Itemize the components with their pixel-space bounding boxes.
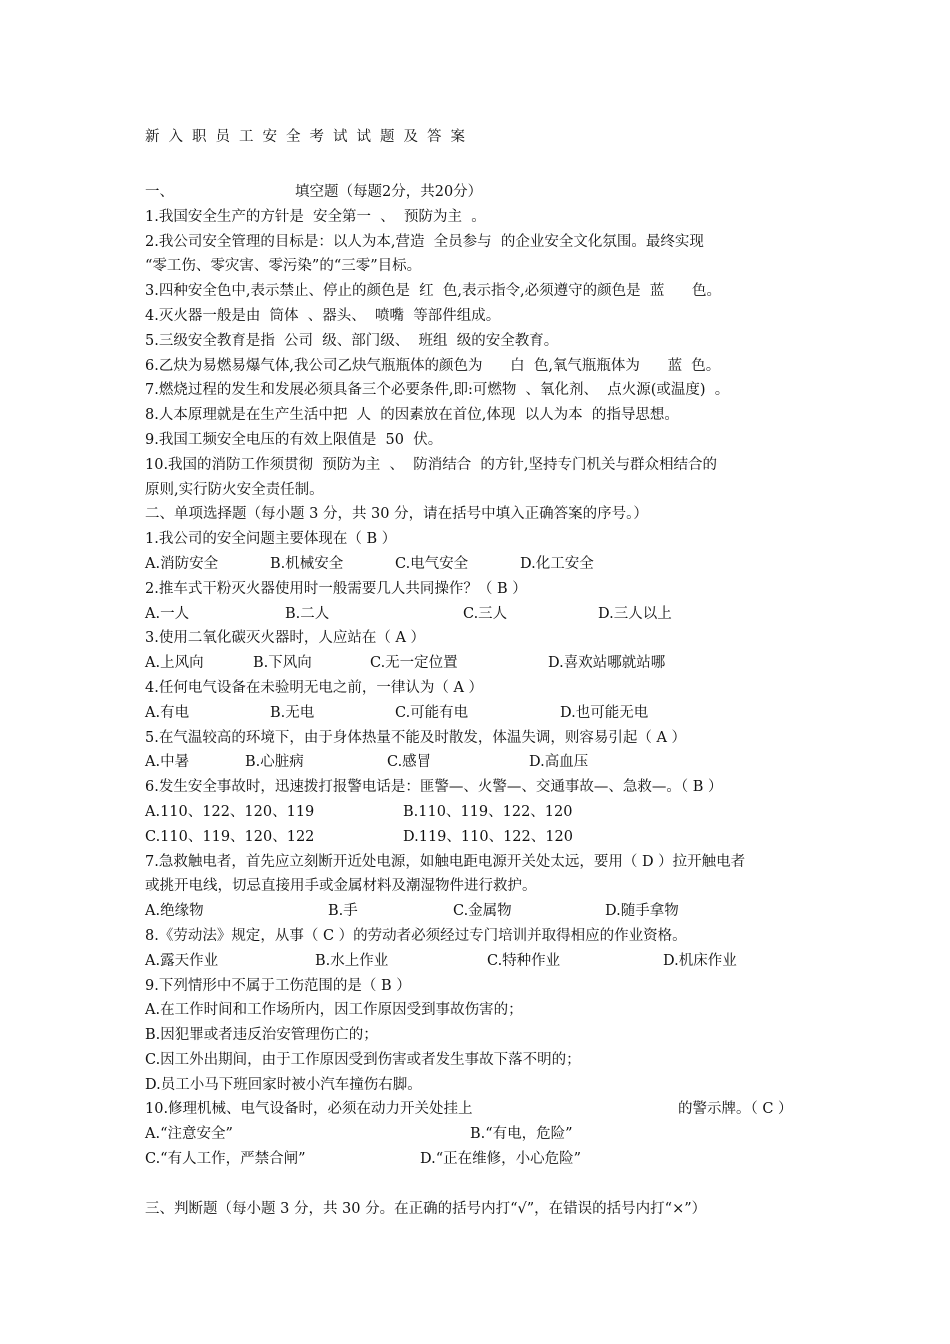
- section2-heading: 二、单项选择题（每小题 3 分，共 30 分，请在括号中填入正确答案的序号。）: [145, 506, 648, 523]
- document-title: 新入职员工安全考试试题及答案: [145, 129, 474, 145]
- option: B.下风向: [253, 655, 312, 672]
- q7-text-line1: 7.急救触电者，首先应立刻断开近处电源，如触电距电源开关处太远，要用（ D ）拉开触电者: [145, 853, 746, 870]
- option: B.“有电，危险”: [470, 1126, 573, 1143]
- fill-blank-line: 4.灭火器一般是由 筒体 、器头、 喷嘴 等部件组成。: [145, 307, 501, 324]
- question-text: 2.推车式干粉灭火器使用时一般需要几人共同操作？（ B ）: [145, 580, 527, 597]
- section1-items: [145, 205, 835, 503]
- option: B.因犯罪或者违反治安管理伤亡的；: [145, 1027, 378, 1044]
- q10-options-row2: [145, 1147, 835, 1172]
- option: D.化工安全: [520, 555, 594, 572]
- option: A.110、122、120、119: [145, 803, 315, 820]
- section1-title: 填空题（每题2分，共20分）: [295, 184, 483, 200]
- options-row: [145, 701, 835, 726]
- option: A.中暑: [145, 754, 190, 771]
- q9-text: 9.下列情形中不属于工伤范围的是（ B ）: [145, 977, 411, 994]
- option: D.高血压: [529, 754, 589, 771]
- q6-options-row1: [145, 800, 835, 825]
- fill-blank-line: 9.我国工频安全电压的有效上限值是 50 伏。: [145, 431, 443, 448]
- q7-options: [145, 899, 835, 924]
- option: D.喜欢站哪就站哪: [548, 655, 666, 672]
- q10-options-row1: [145, 1122, 835, 1147]
- option: C.电气安全: [395, 555, 469, 572]
- option: D.三人以上: [598, 605, 672, 622]
- section2-questions: [145, 527, 835, 775]
- option: C.金属物: [453, 903, 512, 920]
- q6-options-row2: [145, 825, 835, 850]
- question-text: 3.使用二氧化碳灭火器时，人应站在（ A ）: [145, 630, 426, 647]
- fill-blank-line: 8.人本原理就是在生产生活中把 人 的因素放在首位,体现 以人为本 的指导思想。: [145, 407, 679, 424]
- option: D.机床作业: [663, 952, 737, 969]
- option: C.无一定位置: [370, 655, 458, 672]
- option: C.三人: [463, 605, 508, 622]
- option: A.上风向: [145, 655, 204, 672]
- option: C.可能有电: [395, 704, 469, 721]
- option: A.绝缘物: [145, 903, 204, 920]
- option: A.在工作时间和工作场所内，因工作原因受到事故伤害的；: [145, 1002, 523, 1019]
- option: C.感冒: [387, 754, 432, 771]
- section1-number: 一、: [145, 184, 174, 200]
- option: B.110、119、122、120: [403, 803, 573, 820]
- option: B.无电: [270, 704, 315, 721]
- options-row: [145, 552, 835, 577]
- option: A.露天作业: [145, 952, 219, 969]
- q6-text: 6.发生安全事故时，迅速拨打报警电话是：匪警—、火警—、交通事故—、急救—。（ B ）: [145, 779, 723, 796]
- option: B.心脏病: [245, 754, 304, 771]
- section1-heading: [145, 180, 835, 205]
- q8-options: [145, 949, 835, 974]
- fill-blank-line: 2.我公司安全管理的目标是：以人为本,营造 全员参与 的企业安全文化氛围。最终实现: [145, 233, 704, 250]
- option: D.“正在维修，小心危险”: [420, 1151, 582, 1168]
- fill-blank-line: “零工伤、零灾害、零污染”的“三零”目标。: [145, 258, 422, 275]
- q7-text-line2: 或挑开电线，切忌直接用手或金属材料及潮湿物件进行救护。: [145, 878, 537, 895]
- option: C.因工外出期间，由于工作原因受到伤害或者发生事故下落不明的；: [145, 1051, 581, 1068]
- q8-text: 8.《劳动法》规定，从事（ C ）的劳动者必须经过专门培训并取得相应的作业资格。: [145, 927, 687, 944]
- option: A.“注意安全”: [145, 1126, 233, 1143]
- q10-text: [145, 1097, 835, 1122]
- fill-blank-line: 6.乙炔为易燃易爆气体,我公司乙炔气瓶瓶体的颜色为 白 色,氧气瓶瓶体为 蓝 色。: [145, 357, 721, 374]
- options-row: [145, 602, 835, 627]
- option: D.随手拿物: [605, 903, 679, 920]
- option: C.特种作业: [487, 952, 561, 969]
- option: A.有电: [145, 704, 190, 721]
- option: B.水上作业: [315, 952, 389, 969]
- section3-heading: 三、判断题（每小题 3 分，共 30 分。在正确的括号内打“√”，在错误的括号内打“×”）: [145, 1200, 707, 1217]
- question-text: 4.任何电气设备在未验明无电之前，一律认为（ A ）: [145, 679, 484, 696]
- option: B.手: [328, 903, 358, 920]
- option: A.消防安全: [145, 555, 219, 572]
- option: D.119、110、122、120: [403, 828, 573, 845]
- q10-text-right: 的警示牌。（ C ）: [678, 1101, 793, 1118]
- fill-blank-line: 5.三级安全教育是指 公司 级、部门级、 班组 级的安全教育。: [145, 332, 559, 349]
- options-row: [145, 651, 835, 676]
- document-page: [145, 125, 835, 1221]
- option: C.“有人工作，严禁合闸”: [145, 1151, 306, 1168]
- option: C.110、119、120、122: [145, 828, 315, 845]
- option: B.二人: [285, 605, 330, 622]
- option: D.也可能无电: [560, 704, 649, 721]
- question-text: 1.我公司的安全问题主要体现在（ B ）: [145, 531, 397, 548]
- fill-blank-line: 3.四种安全色中,表示禁止、停止的颜色是 红 色,表示指令,必须遵守的颜色是 蓝 色。: [145, 283, 721, 300]
- option: D.员工小马下班回家时被小汽车撞伤右脚。: [145, 1076, 422, 1093]
- q10-text-left: 10.修理机械、电气设备时，必须在动力开关处挂上: [145, 1101, 473, 1118]
- fill-blank-line: 1.我国安全生产的方针是 安全第一 、 预防为主 。: [145, 208, 486, 225]
- option: A.一人: [145, 605, 190, 622]
- option: B.机械安全: [270, 555, 344, 572]
- question-text: 5.在气温较高的环境下，由于身体热量不能及时散发，体温失调，则容易引起（ A ）: [145, 729, 687, 746]
- options-row: [145, 750, 835, 775]
- fill-blank-line: 原则,实行防火安全责任制。: [145, 481, 324, 498]
- fill-blank-line: 7.燃烧过程的发生和发展必须具备三个必要条件,即:可燃物 、氧化剂、 点火源(或温度) 。: [145, 382, 730, 399]
- fill-blank-line: 10.我国的消防工作须贯彻 预防为主 、 防消结合 的方针,坚持专门机关与群众相结合的: [145, 456, 718, 473]
